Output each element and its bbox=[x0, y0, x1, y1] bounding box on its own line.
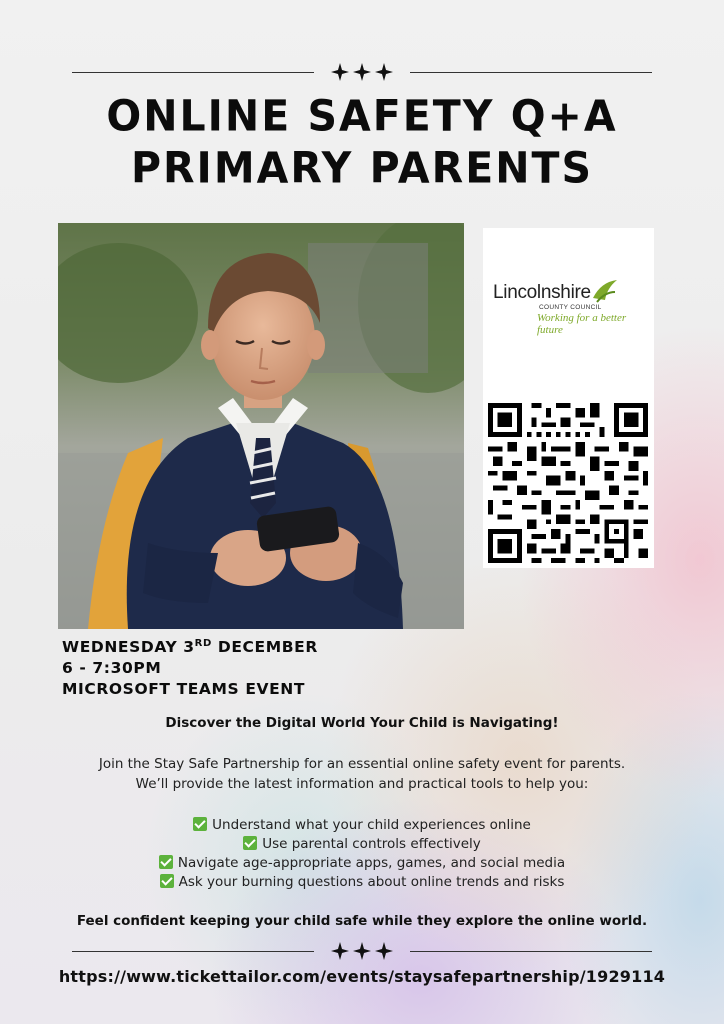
list-item: Understand what your child experiences online bbox=[0, 816, 724, 835]
council-logo-tagline: Working for a better future bbox=[537, 312, 627, 336]
list-item: Navigate age-appropriate apps, games, and social media bbox=[0, 854, 724, 873]
sparkles-icon bbox=[330, 62, 394, 82]
qr-code-icon[interactable] bbox=[488, 403, 648, 563]
intro-line-1: Join the Stay Safe Partnership for an essential online safety event for parents. bbox=[98, 756, 626, 772]
top-divider bbox=[72, 62, 652, 82]
event-date: WEDNESDAY 3RD DECEMBER bbox=[62, 638, 318, 656]
benefits-checklist bbox=[0, 816, 724, 892]
list-item: Use parental controls effectively bbox=[0, 835, 724, 854]
check-mark-icon bbox=[243, 836, 257, 850]
event-venue: MICROSOFT TEAMS EVENT bbox=[62, 680, 306, 698]
divider-line-left bbox=[72, 951, 314, 952]
boy-with-phone-photo bbox=[58, 223, 464, 629]
sparkles-icon bbox=[330, 941, 394, 961]
page-title-line2: PRIMARY PARENTS bbox=[130, 142, 594, 194]
check-mark-icon bbox=[193, 817, 207, 831]
logo-qr-panel bbox=[483, 228, 654, 568]
divider-line-left bbox=[72, 72, 314, 73]
intro-line-2: We’ll provide the latest information and practical tools to help you: bbox=[135, 776, 589, 792]
council-logo-sub: COUNTY COUNCIL bbox=[539, 304, 602, 311]
council-logo-name: Lincolnshire bbox=[493, 282, 591, 303]
event-time: 6 - 7:30PM bbox=[62, 659, 162, 677]
check-mark-icon bbox=[160, 874, 174, 888]
closing-statement: Feel confident keeping your child safe while they explore the online world. bbox=[76, 913, 648, 929]
page-title-line1: ONLINE SAFETY Q+A bbox=[106, 90, 618, 142]
list-item: Ask your burning questions about online trends and risks bbox=[0, 873, 724, 892]
subheading: Discover the Digital World Your Child is Navigating! bbox=[165, 715, 559, 731]
divider-line-right bbox=[410, 951, 652, 952]
divider-line-right bbox=[410, 72, 652, 73]
council-logo-emblem-icon bbox=[591, 278, 619, 304]
event-details bbox=[62, 633, 318, 700]
booking-link[interactable]: https://www.tickettailor.com/events/staysafepartnership/1929114 bbox=[58, 967, 666, 986]
check-mark-icon bbox=[159, 855, 173, 869]
bottom-divider bbox=[72, 941, 652, 961]
